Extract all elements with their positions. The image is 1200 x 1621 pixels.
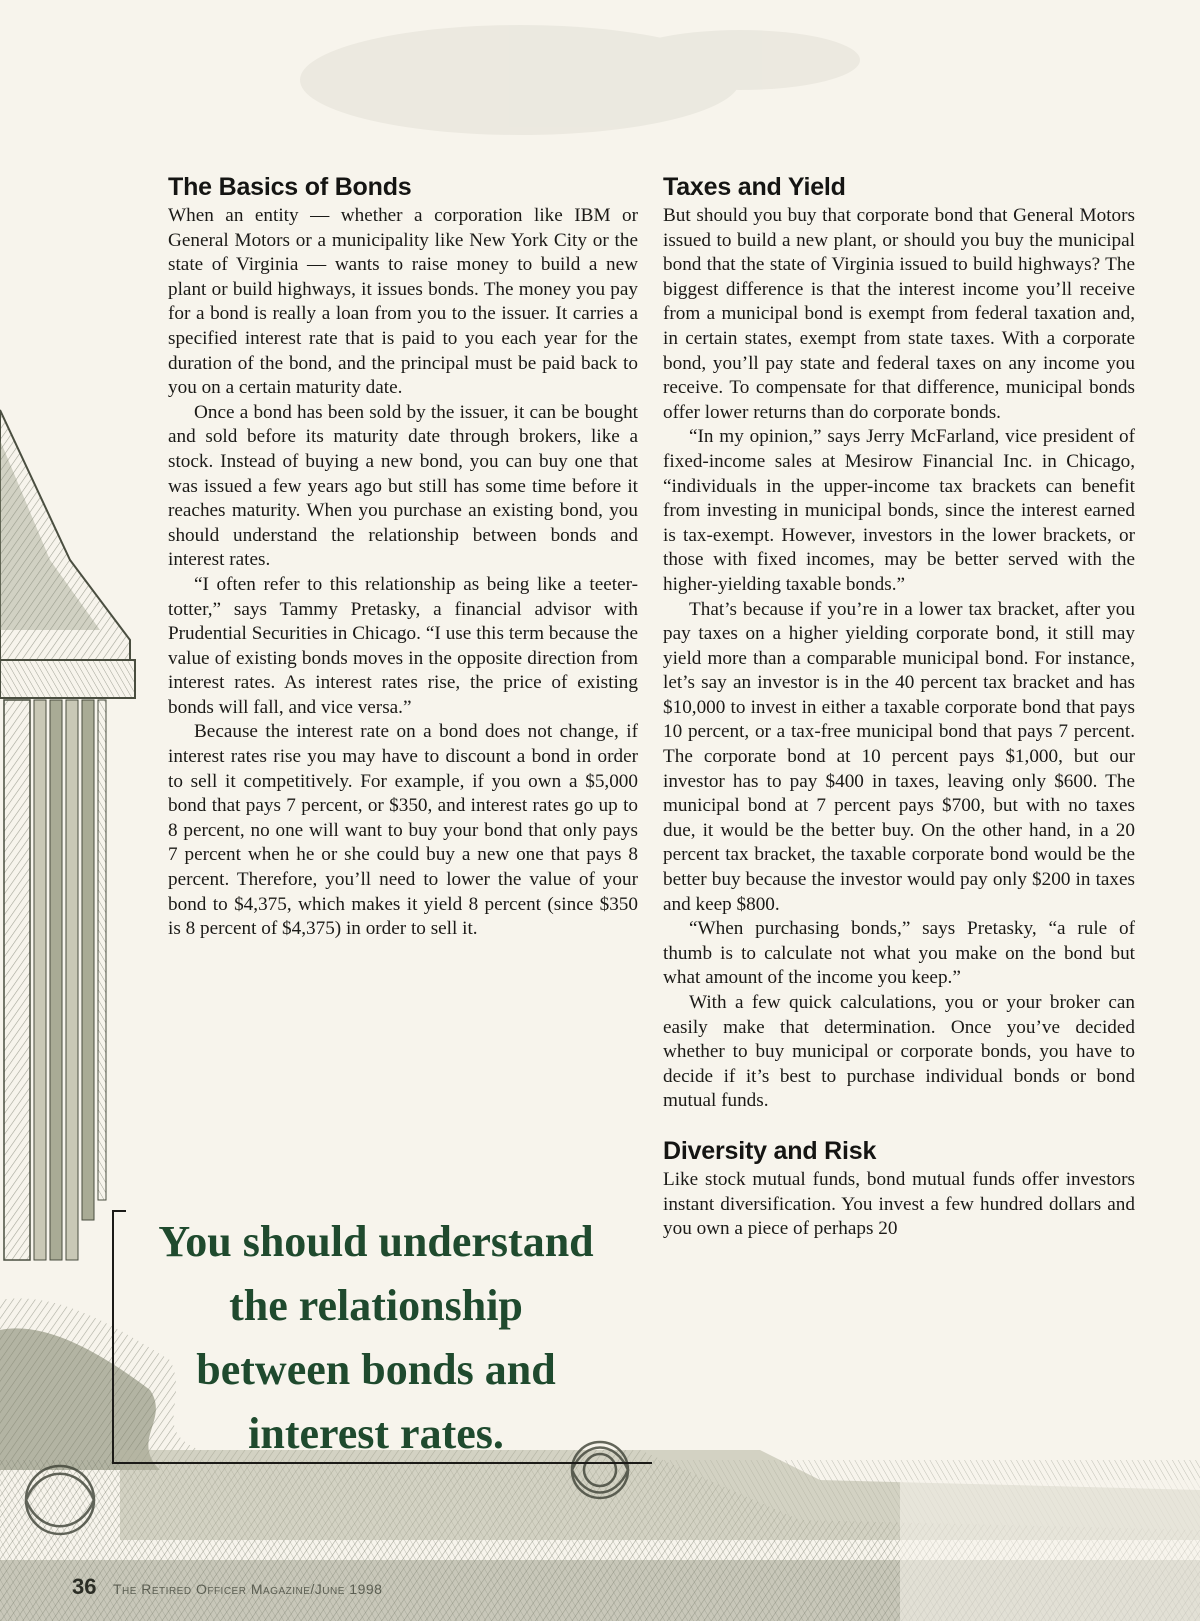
body-paragraph: When an entity — whether a corporation like IBM or General Motors or a municipality like New York City or the state of Virginia — wants to raise money to build a new plant or build highways, it issues bonds. The money you pay for a bond is really a loan from you to the issuer. It carries a specified interest rate that is paid to you each year for the duration of the bond, and the principal must be paid back to you on a certain maturity date. <box>168 205 638 399</box>
body-paragraph: “When purchasing bonds,” says Pretasky, “a rule of thumb is to calculate not what you make on the bond but what amount of the income you keep.” <box>663 918 1135 989</box>
body-paragraph: “In my opinion,” says Jerry McFarland, vice president of fixed-income sales at Mesirow Financial Inc. in Chicago, “individuals in the upper-income tax brackets can benefit from investing in municipal bonds, since the interest earned is tax-exempt. However, investors in the lower brackets, or those with fixed incomes, may be better served with the higher-yielding taxable bonds.” <box>663 426 1135 595</box>
pull-quote-line: interest rates. <box>248 1409 504 1458</box>
body-paragraph: Because the interest rate on a bond does not change, if interest rates rise you may have to discount a bond in order to sell it competitively. For example, if you own a $5,000 bond that pays 7 percent, or $350, and interest rates go up to 8 percent, no one will want to buy your bond that only pays 7 percent when he or she could buy a new one that pays 8 percent. Therefore, you’ll need to lower the value of your bond to $4,375, which makes it yield 8 percent (since $350 is 8 percent of $4,375) in order to sell it. <box>168 721 638 940</box>
body-paragraph: Like stock mutual funds, bond mutual funds offer investors instant diversification. You invest a few hundred dollars and you own a piece of perhaps 20 <box>663 1168 1135 1240</box>
body-paragraph: But should you buy that corporate bond that General Motors issued to build a new plant, or should you buy the municipal bond that the state of Virginia issued to build highways? The biggest difference is that the interest income you’ll receive from a municipal bond is exempt from federal taxation and, in certain states, exempt from state taxes. With a corporate bond, you’ll pay state and federal taxes on any income you receive. To compensate for that difference, municipal bonds offer lower returns than do corporate bonds. <box>663 205 1135 423</box>
section-heading-diversity-and-risk: Diversity and Risk <box>663 1136 877 1165</box>
body-paragraph: Once a bond has been sold by the issuer, it can be bought and sold before its maturity date through brokers, like a stock. Instead of buying a new bond, you can buy one that was issued a few years ago but still has some time before it reaches maturity. When you purchase an existing bond, you should understand the relationship between bonds and interest rates. <box>168 401 638 571</box>
pull-quote-line: You should understand <box>158 1217 594 1266</box>
body-paragraph: That’s because if you’re in a lower tax bracket, after you pay taxes on a higher yielding corporate bond, it still may yield more than a comparable municipal bond. For instance, let’s say an investor is in the 40 percent tax bracket and has $10,000 to invest in either a taxable corporate bond that pays 10 percent, or a tax-free municipal bond that pays 7 percent. The corporate bond at 10 percent pays $1,000, but our investor has to pay $400 in taxes, leaving only $600. The municipal bond at 7 percent pays $700, but with no taxes due, it would be the better buy. On the other hand, in a 20 percent tax bracket, the taxable corporate bond would be the better buy because the investor would pay only $200 in taxes and keep $800. <box>663 598 1135 915</box>
pull-quote-line: between bonds and <box>196 1345 556 1394</box>
body-paragraph: With a few quick calculations, you or your broker can easily make that determination. Once you’ve decided whether to buy municipal or corporate bonds, you have to decide if it’s best to purchase individual bonds or bond mutual funds. <box>663 992 1135 1112</box>
section-heading-basics-of-bonds: The Basics of Bonds <box>168 173 412 201</box>
pull-quote <box>112 1210 642 1462</box>
section-heading-taxes-and-yield: Taxes and Yield <box>663 173 846 201</box>
pull-quote-text <box>126 1210 626 1466</box>
magazine-issue-line: The Retired Officer Magazine/June 1998 <box>112 1581 383 1597</box>
page-footer <box>72 1574 382 1600</box>
pull-quote-line: the relationship <box>229 1281 523 1330</box>
body-paragraph: “I often refer to this relationship as being like a teeter-totter,” says Tammy Pretasky, a financial advisor with Prudential Securities in Chicago. “I use this term because the value of existing bonds moves in the opposite direction from interest rates. As interest rates rise, the price of existing bonds will fall, and vice versa.” <box>168 573 638 718</box>
pull-quote-rule-tick <box>112 1210 126 1212</box>
pull-quote-rule-vertical <box>112 1210 114 1464</box>
right-column <box>663 172 1135 1242</box>
page-number: 36 <box>72 1574 97 1599</box>
left-column <box>168 172 638 942</box>
